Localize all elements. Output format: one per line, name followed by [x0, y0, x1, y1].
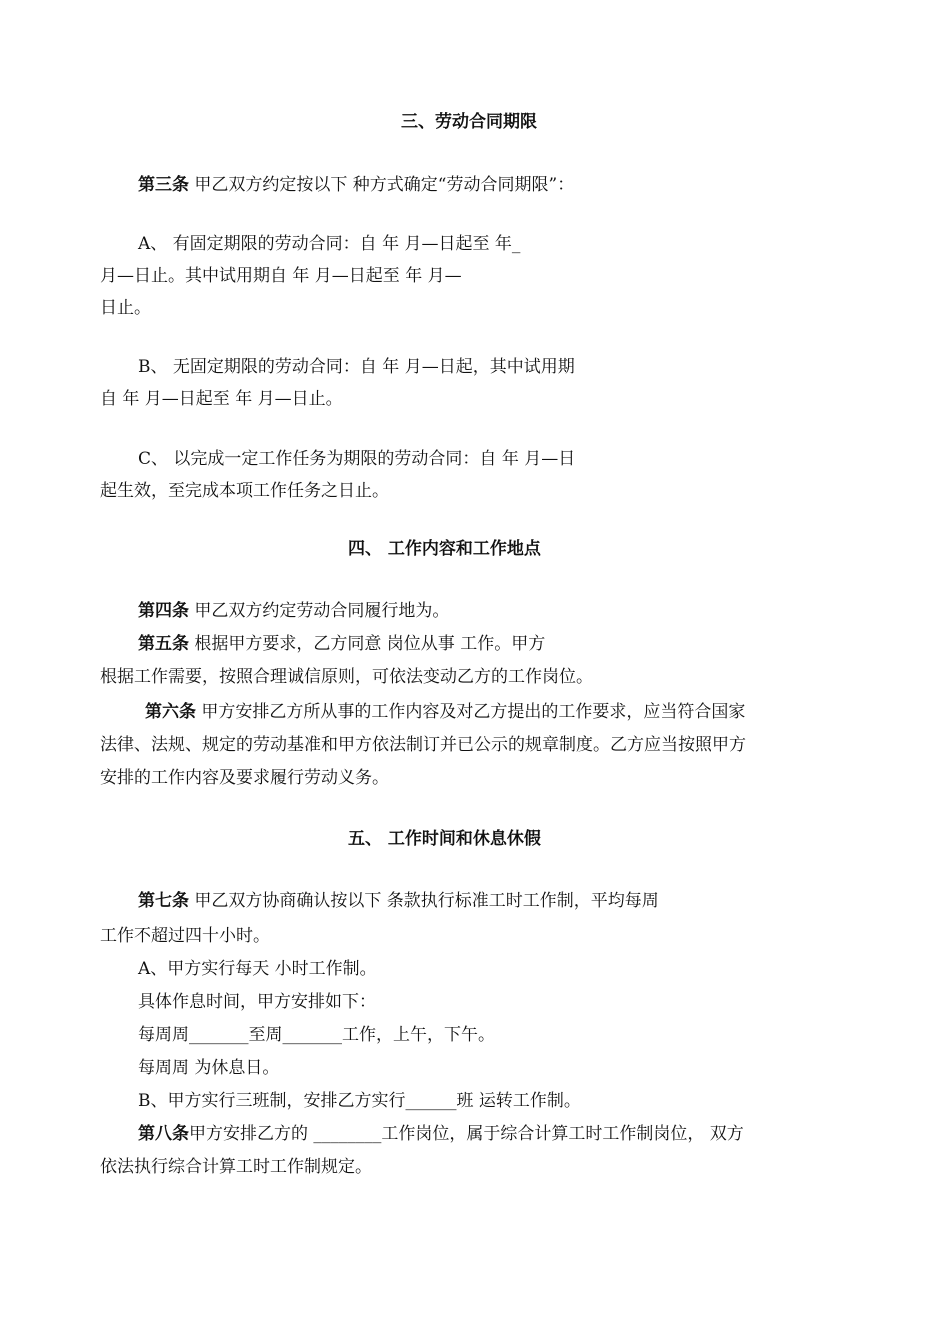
- article-text: 甲乙双方约定劳动合同履行地为。: [189, 601, 450, 621]
- section-heading-3: 三、劳动合同期限: [401, 112, 537, 132]
- section-heading-5: 五、 工作时间和休息休假: [348, 829, 541, 849]
- article-label: 第六条: [145, 702, 196, 722]
- option-c-line-2: 起生效，至完成本项工作任务之日止。: [100, 481, 389, 501]
- list-item: A、甲方实行每天 小时工作制。: [138, 959, 377, 979]
- article-text: 甲方安排乙方所从事的工作内容及对乙方提出的工作要求，应当符合国家: [196, 702, 746, 722]
- option-a-line-2: 月—日止。其中试用期自 年 月—日起至 年 月—: [100, 266, 462, 286]
- article-label: 第八条: [138, 1124, 189, 1144]
- article-6-cont-1: 法律、法规、规定的劳动基准和甲方依法制订并已公示的规章制度。乙方应当按照甲方: [100, 735, 746, 755]
- article-label: 第五条: [138, 634, 189, 654]
- list-item: 每周周_______至周_______工作，上午，下午。: [138, 1025, 495, 1045]
- article-6-cont-2: 安排的工作内容及要求履行劳动义务。: [100, 768, 389, 788]
- article-8-cont: 依法执行综合计算工时工作制规定。: [100, 1157, 372, 1177]
- list-item: 每周周 为休息日。: [138, 1058, 280, 1078]
- article-text: 根据甲方要求，乙方同意 岗位从事 工作。甲方: [189, 634, 546, 654]
- article-7: [138, 890, 659, 912]
- article-7-cont: 工作不超过四十小时。: [100, 926, 270, 946]
- article-text: 甲方安排乙方的 ________工作岗位，属于综合计算工时工作制岗位， 双方: [189, 1124, 744, 1144]
- article-8: [138, 1123, 744, 1145]
- article-label: 第四条: [138, 601, 189, 621]
- option-a-line-1: A、 有固定期限的劳动合同：自 年 月—日起至 年_: [138, 234, 521, 254]
- option-b-line-1: B、 无固定期限的劳动合同：自 年 月—日起，其中试用期: [138, 357, 575, 377]
- option-b-line-2: 自 年 月—日起至 年 月—日止。: [100, 389, 343, 409]
- article-3: [138, 174, 574, 196]
- section-heading-4: 四、 工作内容和工作地点: [348, 539, 541, 559]
- option-c-line-1: C、 以完成一定工作任务为期限的劳动合同：自 年 月—日: [138, 449, 576, 469]
- list-item: B、甲方实行三班制，安排乙方实行______班 运转工作制。: [138, 1091, 581, 1111]
- article-6: [145, 701, 745, 723]
- article-label: 第七条: [138, 891, 189, 911]
- list-item: 具体作息时间，甲方安排如下：: [138, 992, 376, 1012]
- article-4: [138, 600, 449, 622]
- article-text: 甲乙双方协商确认按以下 条款执行标准工时工作制，平均每周: [189, 891, 659, 911]
- article-5-cont: 根据工作需要，按照合理诚信原则，可依法变动乙方的工作岗位。: [100, 667, 593, 687]
- article-label: 第三条: [138, 175, 189, 195]
- option-a-line-3: 日止。: [100, 298, 151, 318]
- article-5: [138, 633, 545, 655]
- article-text: 甲乙双方约定按以下 种方式确定“劳动合同期限”：: [189, 175, 575, 195]
